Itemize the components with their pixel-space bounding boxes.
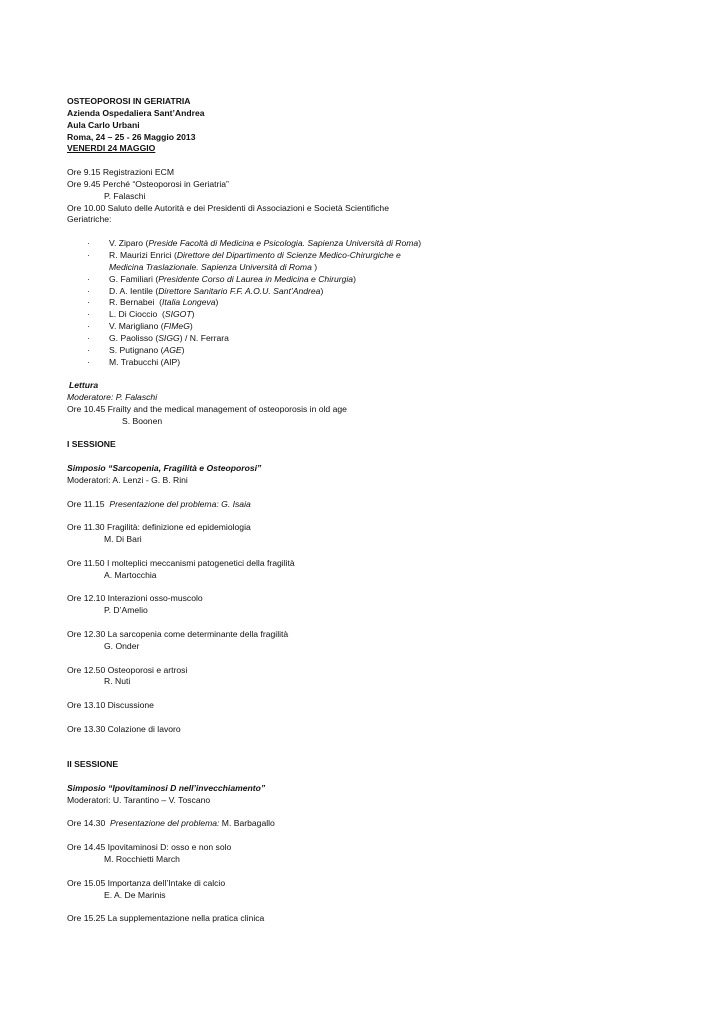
agenda-speaker: E. A. De Marinis <box>104 889 166 900</box>
agenda-speaker: P. Falaschi <box>104 190 146 201</box>
authority-role: Medicina Traslazionale. Sapienza Università di Roma <box>109 261 312 272</box>
agenda-time: Ore 14.30 <box>67 818 110 829</box>
authority-name: M. Trabucchi (AIP) <box>109 356 181 367</box>
authority-item <box>67 250 667 262</box>
bullet-icon: · <box>87 344 90 355</box>
event-room: Aula Carlo Urbani <box>67 119 140 130</box>
authority-item <box>67 286 667 298</box>
agenda-speaker: M. Di Bari <box>104 534 142 545</box>
symposium-title: Simposio “Ipovitaminosi D nell’invecchiamento” <box>67 782 266 793</box>
agenda-lunch: Ore 13.30 Colazione di lavoro <box>67 723 181 734</box>
bullet-icon: · <box>87 249 90 260</box>
agenda-greetings-cont: Geriatriche: <box>67 214 112 225</box>
agenda-talk: Ore 11.50 I molteplici meccanismi patogenetici della fragilità <box>67 557 295 568</box>
agenda-greetings: Ore 10.00 Saluto delle Autorità e dei Presidenti di Associazioni e Società Scientifiche <box>67 202 389 213</box>
presentation-speaker: M. Barbagallo <box>219 818 275 829</box>
authority-item <box>67 333 667 345</box>
authority-role: Italia Longeva <box>162 297 216 308</box>
authority-item <box>67 262 667 274</box>
lecture-moderator: Moderatore: P. Falaschi <box>67 392 158 403</box>
symposium-moderators: Moderatori: A. Lenzi - G. B. Rini <box>67 475 188 485</box>
session1-talks <box>67 511 667 689</box>
agenda-talk: Ore 14.45 Ipovitaminosi D: osso e non solo <box>67 842 232 853</box>
authority-role: AGE <box>163 344 182 355</box>
agenda-talk: Ore 12.30 La sarcopenia come determinante della fragilità <box>67 628 289 639</box>
agenda-speaker: R. Nuti <box>104 676 131 687</box>
authority-name: ) <box>191 309 195 320</box>
lecture-talk: Ore 10.45 Frailty and the medical management of osteoporosis in old age <box>67 403 347 414</box>
lecture-label: Lettura <box>69 380 99 391</box>
authority-role: Preside Facoltà di Medicina e Psicologia. Sapienza Università di Roma <box>148 238 419 249</box>
bullet-icon: · <box>87 332 90 343</box>
bullet-icon: · <box>87 273 90 284</box>
presentation-text: Presentazione del problema: G. Isaia <box>109 498 251 509</box>
lecture-speaker: S. Boonen <box>122 415 163 426</box>
bullet-icon: · <box>87 238 90 249</box>
authority-role: Direttore Sanitario F.F. A.O.U. Sant’Andrea <box>158 285 321 296</box>
event-title: OSTEOPOROSI IN GERIATRIA <box>67 96 191 106</box>
day-heading: VENERDI 24 MAGGIO <box>67 143 156 154</box>
authority-name: G. Familiari ( <box>109 273 159 284</box>
agenda-talk: Ore 12.10 Interazioni osso-muscolo <box>67 593 203 604</box>
presentation-label: Presentazione del problema: <box>110 818 220 829</box>
authority-name: R. Bernabei ( <box>109 297 163 308</box>
authority-name: ) <box>320 285 324 296</box>
authority-name: V. Ziparo ( <box>109 238 149 249</box>
event-dates: Roma, 24 – 25 - 26 Maggio 2013 <box>67 131 196 142</box>
agenda-discussion: Ore 13.10 Discussione <box>67 700 154 711</box>
authority-item <box>67 321 667 333</box>
bullet-icon: · <box>87 297 90 308</box>
program-page <box>67 96 667 925</box>
agenda-talk: Ore 11.30 Fragilità: definizione ed epidemiologia <box>67 522 251 533</box>
bullet-icon: · <box>87 356 90 367</box>
event-venue: Azienda Ospedaliera Sant’Andrea <box>67 107 205 118</box>
authority-item <box>67 274 667 286</box>
authority-name: ) <box>181 344 185 355</box>
authority-name: S. Putignano ( <box>109 344 164 355</box>
session-heading: II SESSIONE <box>67 759 119 770</box>
symposium-moderators: Moderatori: U. Tarantino – V. Toscano <box>67 794 211 805</box>
agenda-speaker: M. Rocchietti March <box>104 854 180 864</box>
authority-item <box>67 309 667 321</box>
agenda-speaker: A. Martocchia <box>104 569 157 580</box>
agenda-talk: Ore 15.25 La supplementazione nella pratica clinica <box>67 913 265 924</box>
session2-talks <box>67 830 667 901</box>
agenda-speaker: G. Onder <box>104 640 140 651</box>
authority-name: ) <box>418 238 422 249</box>
agenda-opening-talk: Ore 9.45 Perché “Osteoporosi in Geriatria” <box>67 178 229 189</box>
agenda-time: Ore 11.15 <box>67 498 110 509</box>
authority-item <box>67 357 667 369</box>
authority-name: L. Di Cioccio ( <box>109 309 165 320</box>
authority-name: ) <box>353 273 356 284</box>
agenda-talk: Ore 12.50 Osteoporosi e artrosi <box>67 664 188 675</box>
authority-role: SIGOT <box>164 309 192 320</box>
authorities-list <box>67 238 667 368</box>
bullet-icon: · <box>87 285 90 296</box>
authority-name: R. Maurizi Enrici ( <box>109 249 177 260</box>
authority-role: Presidente Corso di Laurea in Medicina e Chirurgia <box>158 273 354 284</box>
authority-name: ) <box>311 261 318 272</box>
agenda-registration: Ore 9.15 Registrazioni ECM <box>67 167 174 178</box>
authority-name: V. Marigliano ( <box>109 321 164 332</box>
agenda-presentation <box>67 818 667 830</box>
authority-item <box>67 345 667 357</box>
authority-role: FIMeG <box>163 321 190 332</box>
session-heading: I SESSIONE <box>67 439 116 450</box>
agenda-speaker: P. D’Amelio <box>104 605 148 616</box>
bullet-icon: · <box>87 309 90 320</box>
agenda-talk: Ore 15.05 Importanza dell’Intake di calcio <box>67 877 226 888</box>
authority-role: Direttore del Dipartimento di Scienze Medico-Chirurgiche e <box>176 249 401 260</box>
agenda-presentation <box>67 499 667 511</box>
authority-name: ) <box>215 297 219 308</box>
authority-name: G. Paolisso ( <box>109 332 159 343</box>
bullet-icon: · <box>87 321 90 332</box>
authority-item <box>67 238 667 250</box>
authority-name: D. A. Ientile ( <box>109 285 159 296</box>
authority-role: SIGG <box>158 332 180 343</box>
authority-name: ) / N. Ferrara <box>179 332 229 343</box>
authority-name: ) <box>189 321 193 332</box>
authority-item <box>67 297 667 309</box>
symposium-title: Simposio “Sarcopenia, Fragilità e Osteoporosi” <box>67 463 262 474</box>
